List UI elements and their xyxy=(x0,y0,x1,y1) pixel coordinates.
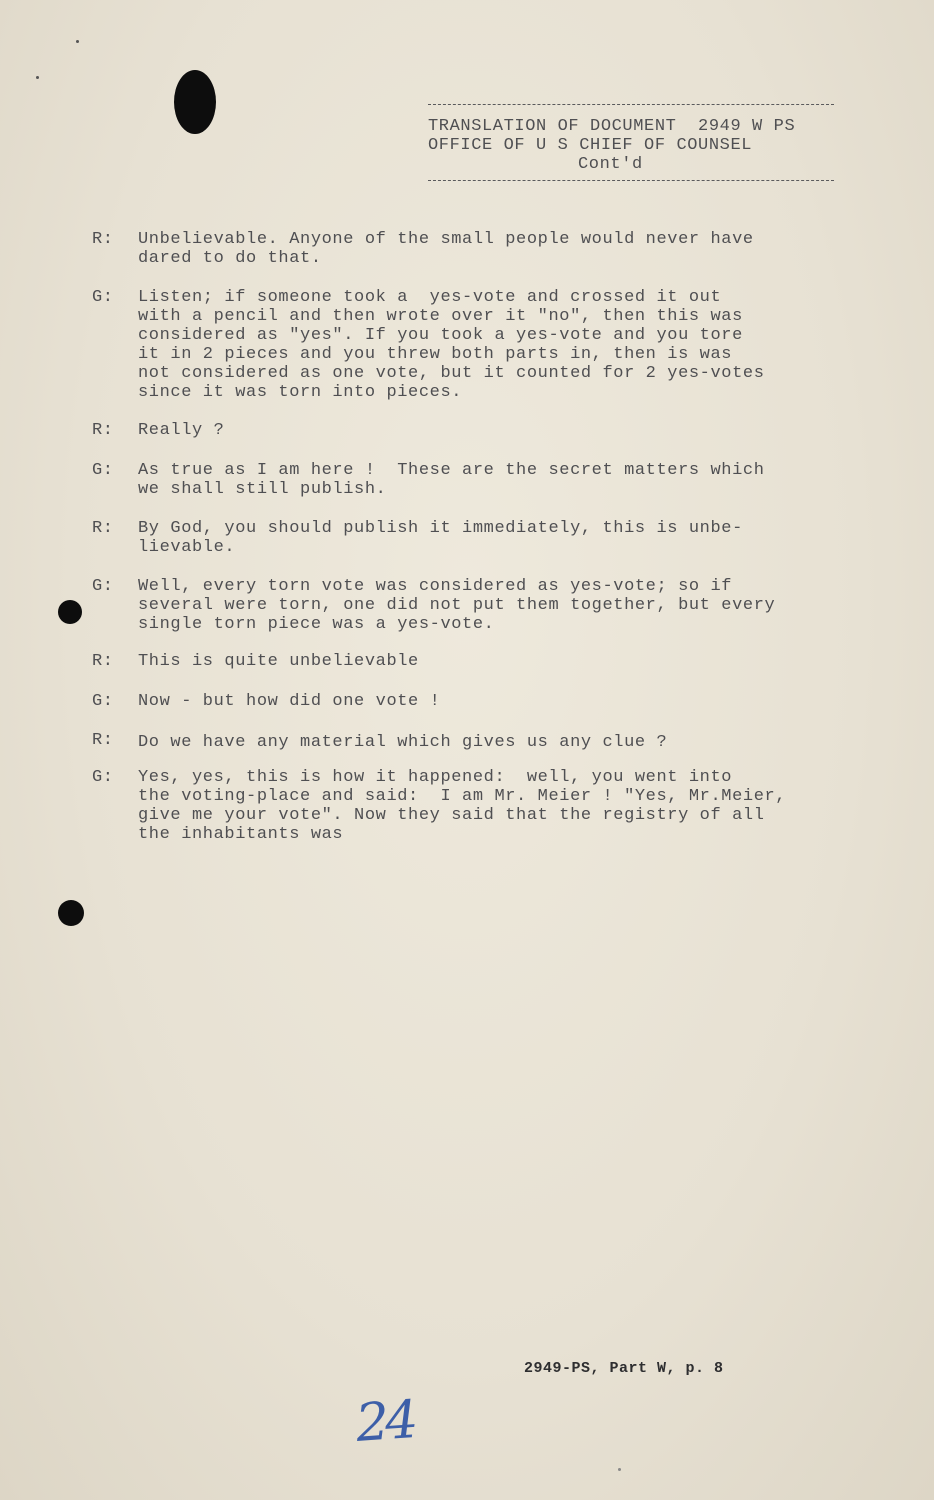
speaker-label: G: xyxy=(92,692,114,711)
header-rule-top xyxy=(428,104,834,105)
utterance-line: Unbelievable. Anyone of the small people would never have xyxy=(138,230,754,249)
utterance-line: the voting-place and said: I am Mr. Meier ! "Yes, Mr.Meier, xyxy=(138,787,787,806)
speaker-label: G: xyxy=(92,768,114,787)
speaker-label: G: xyxy=(92,288,114,307)
speaker-label: G: xyxy=(92,461,114,480)
utterance-line: give me your vote". Now they said that the registry of all xyxy=(138,806,765,825)
paper-speck xyxy=(36,76,39,79)
utterance-line: Well, every torn vote was considered as yes-vote; so if xyxy=(138,577,733,596)
utterance-line: This is quite unbelievable xyxy=(138,652,419,671)
speaker-label: R: xyxy=(92,519,114,538)
speaker-label: R: xyxy=(92,731,114,750)
utterance-line: we shall still publish. xyxy=(138,480,387,499)
utterance-line: with a pencil and then wrote over it "no", then this was xyxy=(138,307,743,326)
header-rule-bottom xyxy=(428,180,834,181)
utterance-line: Yes, yes, this is how it happened: well, you went into xyxy=(138,768,733,787)
utterance-line: several were torn, one did not put them together, but every xyxy=(138,596,776,615)
speaker-label: G: xyxy=(92,577,114,596)
utterance-line: not considered as one vote, but it counted for 2 yes-votes xyxy=(138,364,765,383)
utterance-line: single torn piece was a yes-vote. xyxy=(138,615,495,634)
paper-speck xyxy=(76,40,79,43)
punch-hole-middle xyxy=(58,600,82,624)
utterance-line: As true as I am here ! These are the secret matters which xyxy=(138,461,765,480)
speaker-label: R: xyxy=(92,421,114,440)
page-reference: 2949-PS, Part W, p. 8 xyxy=(524,1360,724,1377)
handwritten-page-number: 24 xyxy=(353,1390,417,1454)
utterance-line: By God, you should publish it immediately, this is unbe- xyxy=(138,519,743,538)
header-office: OFFICE OF U S CHIEF OF COUNSEL xyxy=(428,136,753,155)
document-header xyxy=(428,104,834,181)
utterance-line: Do we have any material which gives us any clue ? xyxy=(138,733,668,752)
utterance-line: dared to do that. xyxy=(138,249,322,268)
punch-hole-top xyxy=(174,70,216,134)
utterance-line: Really ? xyxy=(138,421,225,440)
punch-hole-bottom xyxy=(58,900,84,926)
utterance-line: lievable. xyxy=(138,538,236,557)
utterance-line: considered as "yes". If you took a yes-vote and you tore xyxy=(138,326,743,345)
utterance-line: the inhabitants was xyxy=(138,825,344,844)
utterance-line: Listen; if someone took a yes-vote and crossed it out xyxy=(138,288,722,307)
header-continued: Cont'd xyxy=(578,155,643,174)
utterance-line: it in 2 pieces and you threw both parts in, then is was xyxy=(138,345,733,364)
utterance-line: since it was torn into pieces. xyxy=(138,383,463,402)
paper-speck xyxy=(618,1468,621,1471)
utterance-line: Now - but how did one vote ! xyxy=(138,692,441,711)
header-title: TRANSLATION OF DOCUMENT 2949 W PS xyxy=(428,117,796,136)
speaker-label: R: xyxy=(92,230,114,249)
speaker-label: R: xyxy=(92,652,114,671)
